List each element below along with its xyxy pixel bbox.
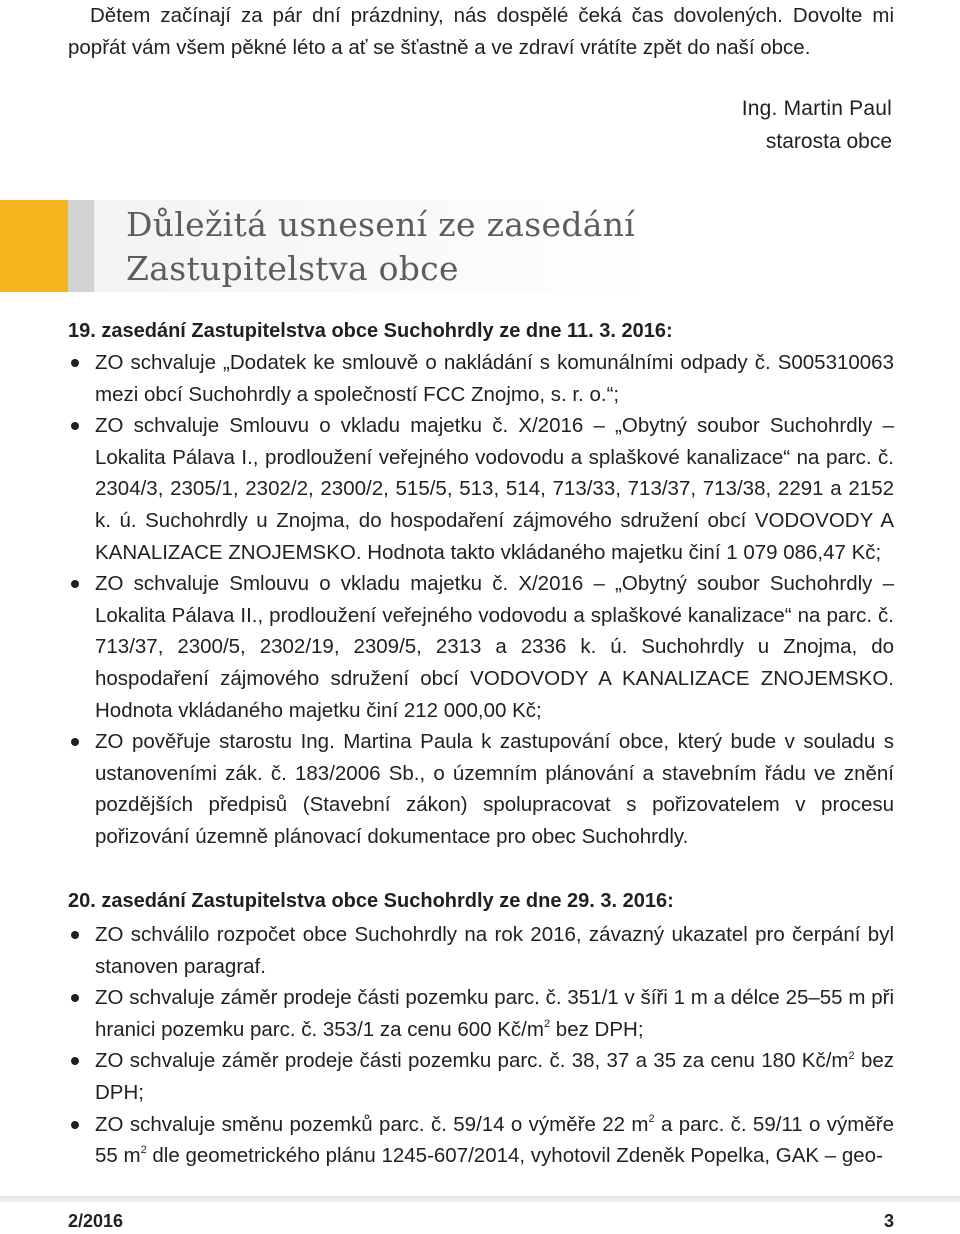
superscript: 2 (543, 1017, 551, 1030)
signature-name: Ing. Martin Paul (741, 97, 892, 120)
bullet-icon (71, 1121, 79, 1129)
signature-role: starosta obce (765, 130, 892, 153)
intro-paragraph (68, 0, 894, 63)
list-item (68, 982, 894, 1045)
footer-divider (0, 1196, 960, 1202)
section-title-line-2: Zastupitelstva obce (126, 249, 459, 288)
issue-number: 2/2016 (68, 1211, 124, 1231)
resolution-text: ZO schvaluje „Dodatek ke smlouvě o nakládání s komunálními odpady č. S005310063 mezi obcí Suchohrdly a společností FCC Znojmo, s. r. o.“; (95, 351, 894, 406)
list-item (68, 1109, 894, 1172)
section-title (126, 203, 635, 291)
bullet-icon (71, 422, 79, 430)
resolution-text: ZO schvaluje záměr prodeje části pozemku parc. č. 38, 37 a 35 za cenu 180 Kč/m (95, 1049, 849, 1073)
bullet-icon (71, 580, 79, 588)
list-item (68, 919, 894, 982)
accent-bar-yellow (0, 200, 68, 292)
resolution-text: ZO schvaluje Smlouvu o vkladu majetku č. X/2016 – „Obytný soubor Suchohrdly – Lokalita Pálava I., prodloužení veřejného vodovodu a splaškové kanalizace“ na parc. č. 2304/3, 2305/1, 2302/2, 2300/2, 515/5, 513, 514, 713/33, 713/37, 713/38, 2291 a 2152 k. ú. Suchohrdly u Znojma, do hospodaření zájmového sdružení obcí VODOVODY A KANALIZACE ZNOJEMSKO. Hodnota takto vkládaného majetku činí 1 079 086,47 Kč; (95, 414, 894, 564)
resolution-text: ZO schvaluje záměr prodeje části pozemku parc. č. 351/1 v šíři 1 m a délce 25–55 m při hranici pozemku parc. č. 353/1 za cenu 600 Kč/m (95, 986, 894, 1041)
superscript: 2 (648, 1112, 655, 1125)
bullet-icon (71, 1057, 79, 1065)
signature-block (742, 92, 892, 158)
resolution-list-20 (68, 919, 894, 1172)
list-item (68, 1045, 894, 1108)
meeting-heading-19: 19. zasedání Zastupitelstva obce Suchohrdly ze dne 11. 3. 2016: (68, 320, 673, 342)
list-item (68, 347, 894, 410)
bullet-icon (71, 931, 79, 939)
resolution-text: ZO pověřuje starostu Ing. Martina Paula k zastupování obce, který bude v souladu s ustanoveními zák. č. 183/2006 Sb., o územním plánování a stavebním řádu ve znění pozdějších předpisů (Stavební zákon) spolupracovat s pořizovatelem v procesu pořizování územně plánovací dokumentace pro obec Suchohrdly. (95, 730, 894, 848)
accent-bar-gray (68, 200, 94, 292)
resolution-text: ZO schválilo rozpočet obce Suchohrdly na rok 2016, závazný ukazatel pro čerpání byl stanoven paragraf. (95, 923, 894, 978)
section-title-line-1: Důležitá usnesení ze zasedání (126, 205, 636, 244)
resolution-text: ZO schvaluje směnu pozemků parc. č. 59/14 o výměře 22 m (95, 1112, 649, 1136)
list-item (68, 410, 894, 568)
resolution-text: dle geometrického plánu 1245-607/2014, vyhotovil Zdeněk Popelka, GAK – geo- (146, 1144, 883, 1168)
resolution-text: ZO schvaluje Smlouvu o vkladu majetku č. X/2016 – „Obytný soubor Suchohrdly – Lokalita Pálava II., prodloužení veřejného vodovodu a splaškové kanalizace“ na parc. č. 713/37, 2300/5, 2302/19, 2309/5, 2313 a 2336 k. ú. Suchohrdly u Znojma, do hospodaření zájmového sdružení obcí VODOVODY A KANALIZACE ZNOJEMSKO. Hodnota vkládaného majetku činí 212 000,00 Kč; (95, 572, 894, 722)
intro-text: Dětem začínají za pár dní prázdniny, nás dospělé čeká čas dovolených. Dovolte mi popřát vám všem pěkné léto a ať se šťastně a ve zdraví vrátíte zpět do naší obce. (68, 4, 894, 59)
list-item (68, 726, 894, 852)
superscript: 2 (848, 1049, 855, 1062)
resolution-list-19 (68, 347, 894, 853)
superscript: 2 (140, 1144, 147, 1157)
meeting-heading-20: 20. zasedání Zastupitelstva obce Suchohrdly ze dne 29. 3. 2016: (68, 890, 674, 912)
resolution-text: bez DPH; (550, 1017, 644, 1041)
bullet-icon (71, 359, 79, 367)
resolution-text: a parc. č. 59/11 o výměře 55 m (95, 1112, 895, 1168)
list-item (68, 568, 894, 726)
bullet-icon (71, 994, 79, 1002)
page-number: 3 (883, 1211, 894, 1231)
resolution-text: bez DPH; (95, 1049, 895, 1104)
bullet-icon (71, 738, 79, 746)
